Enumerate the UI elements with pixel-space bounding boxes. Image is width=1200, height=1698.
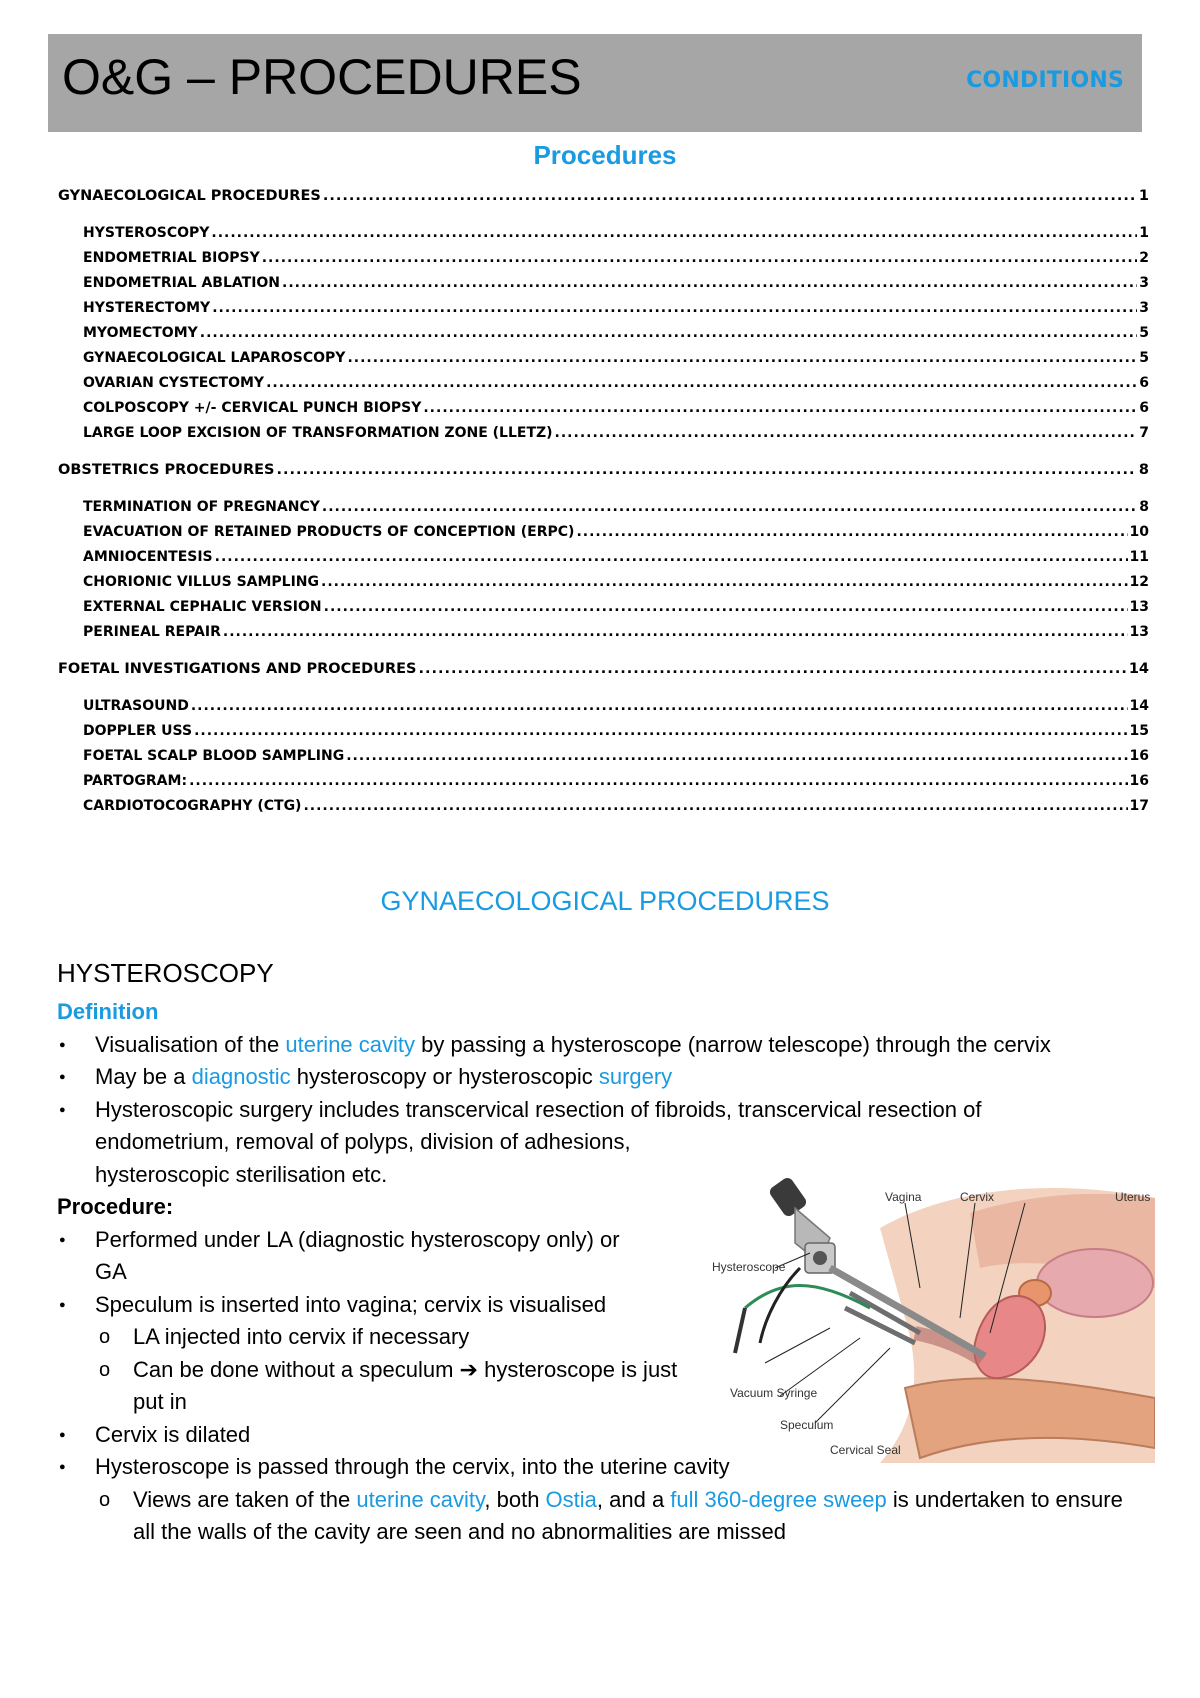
toc-section-label: OBSTETRICS PROCEDURES xyxy=(58,462,275,478)
cable xyxy=(760,1268,800,1343)
toc-leader xyxy=(322,499,1137,515)
toc-page-number: 16 xyxy=(1129,748,1149,764)
toc-leader xyxy=(266,375,1137,391)
toc-leader xyxy=(276,462,1136,478)
highlight-term: uterine cavity xyxy=(285,1031,416,1057)
toc-entry-label: CARDIOTOCOGRAPHY (CTG) xyxy=(83,798,302,814)
toc-entry[interactable] xyxy=(58,773,1149,798)
toc-entry[interactable] xyxy=(58,225,1149,250)
toc-leader xyxy=(223,624,1128,640)
toc-heading: Procedures xyxy=(533,140,677,170)
vacuum-tube xyxy=(745,1286,870,1309)
highlight-term: full 360-degree sweep xyxy=(670,1486,887,1512)
toc-page-number: 12 xyxy=(1129,574,1149,590)
toc-entry-label: GYNAECOLOGICAL LAPAROSCOPY xyxy=(83,350,346,366)
toc-entry[interactable] xyxy=(58,325,1149,350)
toc-leader xyxy=(346,748,1127,764)
toc-spacer xyxy=(58,649,1149,661)
highlight-term: diagnostic xyxy=(191,1064,291,1089)
list-item: ● Hysteroscope is passed through the cervix, into the uterine cavity o Views are taken of the uterine cavity, both Ostia, and a full 360-degree sweep is undertaken to ensure all the walls of the cavity are seen and no abnormalities are missed xyxy=(57,1451,1147,1549)
label-vacuum-syringe: Vacuum Syringe xyxy=(730,1386,818,1400)
toc-entry[interactable] xyxy=(58,350,1149,375)
sub-list-item: o Can be done without a speculum ➔ hysteroscope is just put in xyxy=(95,1354,693,1419)
toc-page-number: 8 xyxy=(1139,499,1149,515)
toc-spacer xyxy=(58,450,1149,462)
sub-list-item: o LA injected into cervix if necessary xyxy=(95,1321,1147,1354)
toc-section[interactable] xyxy=(58,462,1149,487)
toc-entry[interactable] xyxy=(58,400,1149,425)
toc-entry-label: FOETAL SCALP BLOOD SAMPLING xyxy=(83,748,345,764)
toc-page-number: 17 xyxy=(1129,798,1149,814)
toc-entry[interactable] xyxy=(58,275,1149,300)
toc-page-number: 13 xyxy=(1129,624,1149,640)
toc-leader xyxy=(215,549,1128,565)
bladder xyxy=(1037,1249,1153,1317)
toc-entry-label: PARTOGRAM: xyxy=(83,773,188,789)
toc-page-number: 7 xyxy=(1139,425,1149,441)
toc-page-number: 5 xyxy=(1139,350,1149,366)
toc-entry[interactable] xyxy=(58,748,1149,773)
table-of-contents xyxy=(58,188,1149,835)
list-item: ● Hysteroscopic surgery includes transcervical resection of fibroids, transcervical resection of endometrium, removal of polyps, division of adhesions, hysteroscopic sterilisation etc. xyxy=(57,1094,1147,1192)
toc-spacer xyxy=(58,487,1149,499)
toc-entry[interactable] xyxy=(58,499,1149,524)
toc-entry-label: HYSTEROSCOPY xyxy=(83,225,210,241)
toc-leader xyxy=(200,325,1137,341)
camera-knob xyxy=(813,1251,827,1265)
procedure-heading: Procedure: xyxy=(57,1194,174,1219)
toc-entry-label: ULTRASOUND xyxy=(83,698,189,714)
toc-entry[interactable] xyxy=(58,698,1149,723)
list-item: ● Cervix is dilated xyxy=(57,1419,1147,1452)
toc-leader xyxy=(321,574,1127,590)
hysteroscopy-diagram xyxy=(712,1168,1155,1473)
label-cervical-seal: Cervical Seal xyxy=(830,1443,901,1457)
toc-entry-label: EVACUATION OF RETAINED PRODUCTS OF CONCEPTION (ERPC) xyxy=(83,524,575,540)
section-title: GYNAECOLOGICAL PROCEDURES xyxy=(380,886,830,916)
toc-entry-label: COLPOSCOPY +/- CERVICAL PUNCH BIOPSY xyxy=(83,400,422,416)
sub-list xyxy=(95,1484,1147,1549)
toc-entry[interactable] xyxy=(58,524,1149,549)
toc-page-number: 10 xyxy=(1129,524,1149,540)
toc-entry-label: CHORIONIC VILLUS SAMPLING xyxy=(83,574,320,590)
label-speculum: Speculum xyxy=(780,1418,834,1432)
toc-entry[interactable] xyxy=(58,250,1149,275)
toc-leader xyxy=(576,524,1127,540)
label-vagina: Vagina xyxy=(885,1190,922,1204)
definition-heading: Definition xyxy=(57,999,159,1024)
toc-page-number: 8 xyxy=(1138,462,1149,478)
toc-leader xyxy=(555,425,1138,441)
toc-entry[interactable] xyxy=(58,549,1149,574)
list-item: ● May be a diagnostic hysteroscopy or hysteroscopic surgery xyxy=(57,1061,1147,1094)
sub-list-item: o Views are taken of the uterine cavity, both Ostia, and a full 360-degree sweep is undertaken to ensure all the walls of the cavity are seen and no abnormalities are missed xyxy=(95,1484,1147,1549)
toc-leader xyxy=(211,225,1137,241)
toc-entry[interactable] xyxy=(58,375,1149,400)
toc-page-number: 11 xyxy=(1129,549,1149,565)
toc-leader xyxy=(212,300,1137,316)
toc-entry[interactable] xyxy=(58,300,1149,325)
toc-leader xyxy=(347,350,1137,366)
toc-leader xyxy=(423,400,1137,416)
toc-page-number: 13 xyxy=(1129,599,1149,615)
toc-page-number: 16 xyxy=(1129,773,1149,789)
label-hysteroscope: Hysteroscope xyxy=(712,1260,786,1274)
toc-entry-label: AMNIOCENTESIS xyxy=(83,549,213,565)
toc-entry[interactable] xyxy=(58,425,1149,450)
toc-leader xyxy=(323,188,1137,204)
toc-entry-label: ENDOMETRIAL BIOPSY xyxy=(83,250,260,266)
conditions-link[interactable]: CONDITIONS xyxy=(966,68,1124,93)
toc-page-number: 14 xyxy=(1128,661,1149,677)
toc-page-number: 15 xyxy=(1129,723,1149,739)
toc-entry[interactable] xyxy=(58,624,1149,649)
hysteroscope-eyepiece xyxy=(768,1176,809,1219)
toc-section-label: FOETAL INVESTIGATIONS AND PROCEDURES xyxy=(58,661,417,677)
toc-leader xyxy=(282,275,1137,291)
list-item: ● Visualisation of the uterine cavity by passing a hysteroscope (narrow telescope) through the cervix xyxy=(57,1029,1147,1062)
toc-page-number: 5 xyxy=(1139,325,1149,341)
toc-entry-label: OVARIAN CYSTECTOMY xyxy=(83,375,265,391)
highlight-term: Ostia xyxy=(545,1486,597,1512)
toc-leader xyxy=(303,798,1127,814)
toc-entry-label: HYSTERECTOMY xyxy=(83,300,211,316)
toc-entry-label: ENDOMETRIAL ABLATION xyxy=(83,275,281,291)
highlight-term: surgery xyxy=(598,1064,673,1089)
toc-leader xyxy=(189,773,1127,789)
toc-section[interactable] xyxy=(58,661,1149,686)
document-title: O&G – PROCEDURES xyxy=(62,49,582,105)
arrow-icon: ➔ xyxy=(459,1356,478,1382)
toc-page-number: 3 xyxy=(1139,300,1149,316)
toc-spacer xyxy=(58,213,1149,225)
toc-entry[interactable] xyxy=(58,798,1149,823)
toc-page-number: 6 xyxy=(1139,375,1149,391)
hysteroscopy-heading: HYSTEROSCOPY xyxy=(57,958,274,988)
toc-page-number: 2 xyxy=(1139,250,1149,266)
list-item: ● Speculum is inserted into vagina; cervix is visualised o LA injected into cervix if necessary o Can be done without a speculum ➔ hysteroscope is just put in xyxy=(57,1289,1147,1419)
toc-leader xyxy=(191,698,1128,714)
vacuum-syringe xyxy=(735,1308,745,1353)
toc-leader xyxy=(262,250,1138,266)
toc-section[interactable] xyxy=(58,188,1149,213)
page-header xyxy=(48,34,1142,132)
definition-list xyxy=(57,1029,1147,1192)
toc-leader xyxy=(194,723,1127,739)
toc-entry-label: MYOMECTOMY xyxy=(83,325,198,341)
toc-entry[interactable] xyxy=(58,574,1149,599)
toc-entry-label: PERINEAL REPAIR xyxy=(83,624,221,640)
toc-spacer xyxy=(58,686,1149,698)
toc-leader xyxy=(418,661,1126,677)
list-item: ● Performed under LA (diagnostic hysteroscopy only) or GA xyxy=(57,1224,655,1289)
toc-leader xyxy=(324,599,1128,615)
toc-entry-label: DOPPLER USS xyxy=(83,723,193,739)
toc-page-number: 1 xyxy=(1138,188,1149,204)
toc-page-number: 1 xyxy=(1139,225,1149,241)
toc-section-label: GYNAECOLOGICAL PROCEDURES xyxy=(58,188,321,204)
toc-page-number: 14 xyxy=(1129,698,1149,714)
label-uterus: Uterus xyxy=(1115,1190,1151,1204)
toc-entry-label: TERMINATION OF PREGNANCY xyxy=(83,499,320,515)
toc-entry-label: EXTERNAL CEPHALIC VERSION xyxy=(83,599,322,615)
label-cervix: Cervix xyxy=(960,1190,995,1204)
toc-entry[interactable] xyxy=(58,723,1149,748)
highlight-term: uterine cavity xyxy=(356,1486,485,1512)
toc-entry[interactable] xyxy=(58,599,1149,624)
toc-spacer xyxy=(58,823,1149,835)
toc-entry-label: LARGE LOOP EXCISION OF TRANSFORMATION ZONE (LLETZ) xyxy=(83,425,553,441)
toc-page-number: 3 xyxy=(1139,275,1149,291)
toc-page-number: 6 xyxy=(1139,400,1149,416)
